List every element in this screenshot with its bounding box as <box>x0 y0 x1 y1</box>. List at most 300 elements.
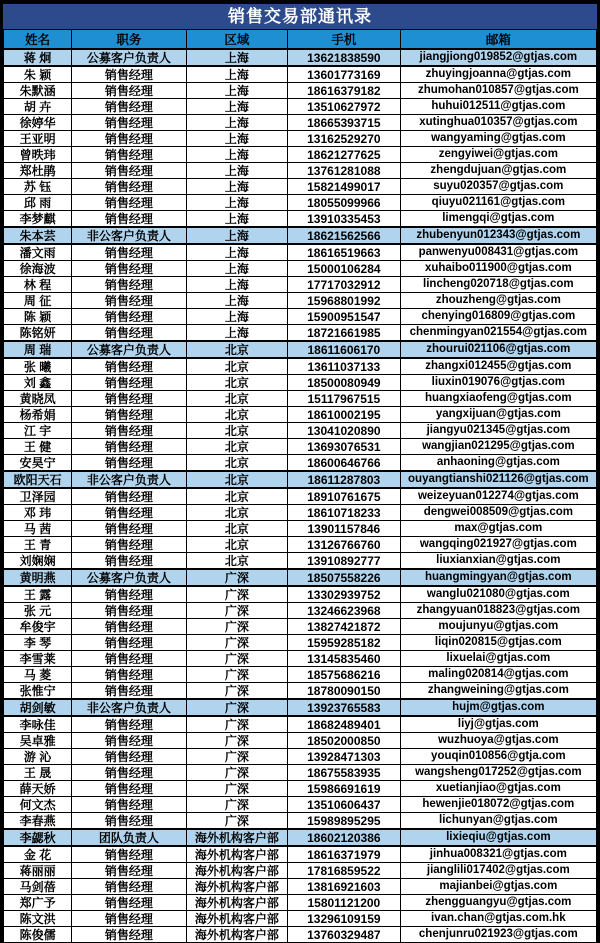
table-row <box>4 521 597 537</box>
cell-phone: 13126766760 <box>288 537 401 553</box>
cell-role: 销售经理 <box>72 83 186 99</box>
cell-region: 北京 <box>186 553 287 570</box>
table-row <box>4 99 597 115</box>
cell-phone: 18500080949 <box>288 375 401 391</box>
cell-email: lincheng020718@gtjas.com <box>400 277 596 293</box>
cell-role: 销售经理 <box>72 911 186 927</box>
cell-name: 李春燕 <box>4 813 72 830</box>
cell-email: xuetianjiao@gtjas.com <box>400 781 596 797</box>
cell-region: 上海 <box>186 309 287 325</box>
cell-phone: 18780090150 <box>288 683 401 700</box>
cell-name: 郑广予 <box>4 895 72 911</box>
cell-name: 安昊宁 <box>4 455 72 472</box>
cell-name: 朱本芸 <box>4 227 72 244</box>
cell-phone: 13246623968 <box>288 603 401 619</box>
cell-name: 杨希娟 <box>4 407 72 423</box>
cell-email: chenying016809@gtjas.com <box>400 309 596 325</box>
cell-region: 上海 <box>186 163 287 179</box>
table-row <box>4 375 597 391</box>
cell-phone: 13923765583 <box>288 699 401 716</box>
cell-email: maling020814@gtjas.com <box>400 667 596 683</box>
table-row <box>4 309 597 325</box>
cell-role: 销售经理 <box>72 765 186 781</box>
cell-role: 销售经理 <box>72 716 186 733</box>
cell-name: 游 沁 <box>4 749 72 765</box>
cell-email: wangqing021927@gtjas.com <box>400 537 596 553</box>
cell-name: 金 花 <box>4 846 72 863</box>
column-header-role: 职务 <box>72 30 186 50</box>
table-row <box>4 813 597 830</box>
cell-role: 销售经理 <box>72 846 186 863</box>
cell-name: 邱 雨 <box>4 195 72 211</box>
cell-email: huhui012511@gtjas.com <box>400 99 596 115</box>
cell-phone: 18665393715 <box>288 115 401 131</box>
cell-region: 上海 <box>186 131 287 147</box>
cell-role: 非公客户负责人 <box>72 227 186 244</box>
cell-name: 张惟宁 <box>4 683 72 700</box>
cell-role: 团队负责人 <box>72 829 186 846</box>
cell-email: yangxijuan@gtjas.com <box>400 407 596 423</box>
table-row <box>4 391 597 407</box>
cell-name: 黄明燕 <box>4 569 72 586</box>
table-row <box>4 537 597 553</box>
cell-email: wuzhuoya@gtjas.com <box>400 733 596 749</box>
cell-region: 海外机构客户部 <box>186 863 287 879</box>
cell-phone: 18910761675 <box>288 488 401 505</box>
cell-phone: 13611037133 <box>288 358 401 375</box>
cell-email: zhangweining@gtjas.com <box>400 683 596 700</box>
cell-name: 苏 钰 <box>4 179 72 195</box>
table-row <box>4 749 597 765</box>
cell-name: 胡 卉 <box>4 99 72 115</box>
cell-name: 王 青 <box>4 537 72 553</box>
cell-name: 卫泽园 <box>4 488 72 505</box>
cell-role: 销售经理 <box>72 586 186 603</box>
table-row <box>4 325 597 342</box>
cell-email: ouyangtianshi021126@gtjas.com <box>400 471 596 488</box>
cell-role: 公募客户负责人 <box>72 49 186 66</box>
cell-phone: 18602120386 <box>288 829 401 846</box>
cell-email: youqin010856@gtja.com <box>400 749 596 765</box>
cell-role: 销售经理 <box>72 66 186 83</box>
cell-region: 上海 <box>186 227 287 244</box>
table-row <box>4 471 597 488</box>
table-row <box>4 765 597 781</box>
table-row <box>4 797 597 813</box>
table-row <box>4 667 597 683</box>
cell-region: 广深 <box>186 586 287 603</box>
cell-phone: 18675583935 <box>288 765 401 781</box>
cell-name: 牟俊宇 <box>4 619 72 635</box>
cell-email: weizeyuan012274@gtjas.com <box>400 488 596 505</box>
cell-role: 销售经理 <box>72 131 186 147</box>
cell-region: 北京 <box>186 521 287 537</box>
cell-region: 海外机构客户部 <box>186 911 287 927</box>
cell-phone: 13302939752 <box>288 586 401 603</box>
cell-role: 销售经理 <box>72 261 186 277</box>
cell-region: 上海 <box>186 293 287 309</box>
cell-email: zhubenyun012343@gtjas.com <box>400 227 596 244</box>
cell-role: 销售经理 <box>72 619 186 635</box>
cell-role: 销售经理 <box>72 895 186 911</box>
cell-role: 销售经理 <box>72 927 186 943</box>
cell-region: 广深 <box>186 797 287 813</box>
cell-email: jiangyu021345@gtjas.com <box>400 423 596 439</box>
cell-email: zhangyuan018823@gtjas.com <box>400 603 596 619</box>
cell-role: 销售经理 <box>72 863 186 879</box>
cell-name: 马 菱 <box>4 667 72 683</box>
cell-role: 销售经理 <box>72 603 186 619</box>
cell-name: 欧阳天石 <box>4 471 72 488</box>
cell-phone: 17717032912 <box>288 277 401 293</box>
table-row <box>4 147 597 163</box>
cell-region: 上海 <box>186 66 287 83</box>
cell-phone: 18575686216 <box>288 667 401 683</box>
cell-role: 非公客户负责人 <box>72 471 186 488</box>
cell-region: 广深 <box>186 569 287 586</box>
cell-email: jianglili017402@gtjas.com <box>400 863 596 879</box>
table-row <box>4 699 597 716</box>
table-row <box>4 66 597 83</box>
table-header <box>4 30 597 50</box>
cell-phone: 13693076531 <box>288 439 401 455</box>
cell-email: xutinghua010357@gtjas.com <box>400 115 596 131</box>
cell-role: 公募客户负责人 <box>72 569 186 586</box>
cell-name: 薛天娇 <box>4 781 72 797</box>
cell-phone: 13621838590 <box>288 49 401 66</box>
cell-role: 销售经理 <box>72 667 186 683</box>
cell-phone: 18611606170 <box>288 341 401 358</box>
column-header-region: 区域 <box>186 30 287 50</box>
contact-table-body <box>4 49 597 943</box>
cell-phone: 18616371979 <box>288 846 401 863</box>
cell-role: 销售经理 <box>72 195 186 211</box>
cell-phone: 13510606437 <box>288 797 401 813</box>
table-row <box>4 733 597 749</box>
cell-phone: 18507558226 <box>288 569 401 586</box>
table-row <box>4 115 597 131</box>
cell-name: 陈俊儒 <box>4 927 72 943</box>
cell-role: 公募客户负责人 <box>72 341 186 358</box>
table-row <box>4 829 597 846</box>
cell-email: wanglu021080@gtjas.com <box>400 586 596 603</box>
cell-region: 北京 <box>186 423 287 439</box>
cell-role: 销售经理 <box>72 309 186 325</box>
cell-region: 上海 <box>186 244 287 261</box>
cell-role: 非公客户负责人 <box>72 699 186 716</box>
cell-email: chenjunru021923@gtjas.com <box>400 927 596 943</box>
cell-phone: 13910335453 <box>288 211 401 228</box>
cell-region: 广深 <box>186 733 287 749</box>
cell-role: 销售经理 <box>72 521 186 537</box>
cell-email: huangxiaofeng@gtjas.com <box>400 391 596 407</box>
cell-phone: 13827421872 <box>288 619 401 635</box>
cell-name: 李雪莱 <box>4 651 72 667</box>
column-header-name: 姓名 <box>4 30 72 50</box>
cell-email: majianbei@gtjas.com <box>400 879 596 895</box>
cell-role: 销售经理 <box>72 879 186 895</box>
cell-email: zhuyingjoanna@gtjas.com <box>400 66 596 83</box>
table-row <box>4 83 597 99</box>
cell-name: 徐海波 <box>4 261 72 277</box>
cell-phone: 15989895295 <box>288 813 401 830</box>
cell-role: 销售经理 <box>72 423 186 439</box>
header-row <box>4 30 597 50</box>
cell-phone: 17816859522 <box>288 863 401 879</box>
cell-phone: 13901157846 <box>288 521 401 537</box>
cell-email: anhaoning@gtjas.com <box>400 455 596 472</box>
cell-phone: 18616379182 <box>288 83 401 99</box>
cell-phone: 15821499017 <box>288 179 401 195</box>
cell-phone: 13761281088 <box>288 163 401 179</box>
cell-region: 北京 <box>186 471 287 488</box>
cell-region: 海外机构客户部 <box>186 846 287 863</box>
cell-role: 销售经理 <box>72 277 186 293</box>
cell-role: 销售经理 <box>72 325 186 342</box>
cell-phone: 18600646766 <box>288 455 401 472</box>
cell-phone: 13928471303 <box>288 749 401 765</box>
cell-name: 周 征 <box>4 293 72 309</box>
cell-region: 上海 <box>186 325 287 342</box>
cell-role: 销售经理 <box>72 505 186 521</box>
table-row <box>4 879 597 895</box>
cell-region: 广深 <box>186 619 287 635</box>
cell-phone: 15000106284 <box>288 261 401 277</box>
cell-phone: 18682489401 <box>288 716 401 733</box>
cell-region: 上海 <box>186 195 287 211</box>
cell-role: 销售经理 <box>72 537 186 553</box>
cell-region: 上海 <box>186 99 287 115</box>
cell-email: wangjian021295@gtjas.com <box>400 439 596 455</box>
cell-region: 广深 <box>186 749 287 765</box>
cell-region: 广深 <box>186 635 287 651</box>
table-row <box>4 49 597 66</box>
table-row <box>4 131 597 147</box>
page-title: 销售交易部通讯录 <box>3 4 597 29</box>
cell-role: 销售经理 <box>72 391 186 407</box>
cell-name: 王 健 <box>4 439 72 455</box>
cell-name: 马剑蓓 <box>4 879 72 895</box>
cell-email: suyu020357@gtjas.com <box>400 179 596 195</box>
cell-name: 江 宇 <box>4 423 72 439</box>
cell-region: 北京 <box>186 537 287 553</box>
table-row <box>4 211 597 228</box>
cell-role: 销售经理 <box>72 813 186 830</box>
cell-email: hewenjie018072@gtjas.com <box>400 797 596 813</box>
cell-region: 海外机构客户部 <box>186 829 287 846</box>
cell-email: lixieqiu@gtjas.com <box>400 829 596 846</box>
cell-phone: 13760329487 <box>288 927 401 943</box>
cell-region: 上海 <box>186 261 287 277</box>
table-row <box>4 586 597 603</box>
cell-role: 销售经理 <box>72 797 186 813</box>
cell-role: 销售经理 <box>72 179 186 195</box>
table-row <box>4 911 597 927</box>
cell-phone: 15900951547 <box>288 309 401 325</box>
cell-region: 上海 <box>186 277 287 293</box>
cell-region: 北京 <box>186 358 287 375</box>
cell-phone: 15986691619 <box>288 781 401 797</box>
cell-region: 北京 <box>186 375 287 391</box>
table-row <box>4 227 597 244</box>
cell-role: 销售经理 <box>72 115 186 131</box>
cell-region: 北京 <box>186 455 287 472</box>
cell-region: 北京 <box>186 505 287 521</box>
cell-phone: 15968801992 <box>288 293 401 309</box>
cell-email: liqin020815@gtjas.com <box>400 635 596 651</box>
table-row <box>4 846 597 863</box>
cell-region: 广深 <box>186 716 287 733</box>
cell-role: 销售经理 <box>72 488 186 505</box>
cell-region: 海外机构客户部 <box>186 927 287 943</box>
cell-name: 邓 玮 <box>4 505 72 521</box>
cell-region: 海外机构客户部 <box>186 879 287 895</box>
cell-email: lichunyan@gtjas.com <box>400 813 596 830</box>
cell-role: 销售经理 <box>72 358 186 375</box>
cell-email: wangyaming@gtjas.com <box>400 131 596 147</box>
cell-region: 广深 <box>186 603 287 619</box>
cell-email: jinhua008321@gtjas.com <box>400 846 596 863</box>
table-row <box>4 195 597 211</box>
table-row <box>4 293 597 309</box>
cell-role: 销售经理 <box>72 781 186 797</box>
cell-email: xuhaibo011900@gtjas.com <box>400 261 596 277</box>
table-row <box>4 407 597 423</box>
cell-email: ivan.chan@gtjas.com.hk <box>400 911 596 927</box>
cell-phone: 13910892777 <box>288 553 401 570</box>
cell-region: 北京 <box>186 488 287 505</box>
cell-email: limengqi@gtjas.com <box>400 211 596 228</box>
table-row <box>4 619 597 635</box>
table-row <box>4 603 597 619</box>
table-row <box>4 553 597 570</box>
cell-region: 海外机构客户部 <box>186 895 287 911</box>
cell-phone: 15117967515 <box>288 391 401 407</box>
table-row <box>4 358 597 375</box>
cell-name: 吴卓雅 <box>4 733 72 749</box>
cell-role: 销售经理 <box>72 651 186 667</box>
column-header-phone: 手机 <box>288 30 401 50</box>
cell-role: 销售经理 <box>72 293 186 309</box>
cell-role: 销售经理 <box>72 553 186 570</box>
cell-region: 北京 <box>186 391 287 407</box>
cell-region: 广深 <box>186 667 287 683</box>
table-row <box>4 244 597 261</box>
cell-email: panwenyu008431@gtjas.com <box>400 244 596 261</box>
cell-phone: 18055099966 <box>288 195 401 211</box>
cell-name: 马 茜 <box>4 521 72 537</box>
cell-email: liyj@gtjas.com <box>400 716 596 733</box>
cell-phone: 18611287803 <box>288 471 401 488</box>
cell-phone: 18610718233 <box>288 505 401 521</box>
cell-name: 黄晓凤 <box>4 391 72 407</box>
cell-role: 销售经理 <box>72 635 186 651</box>
cell-name: 林 程 <box>4 277 72 293</box>
column-header-email: 邮箱 <box>400 30 596 50</box>
table-row <box>4 455 597 472</box>
cell-role: 销售经理 <box>72 407 186 423</box>
cell-name: 张 元 <box>4 603 72 619</box>
cell-email: max@gtjas.com <box>400 521 596 537</box>
cell-phone: 13601773169 <box>288 66 401 83</box>
cell-phone: 18616519663 <box>288 244 401 261</box>
cell-phone: 18721661985 <box>288 325 401 342</box>
cell-email: zhengguangyu@gtjas.com <box>400 895 596 911</box>
cell-email: zhourui021106@gtjas.com <box>400 341 596 358</box>
cell-email: huangmingyan@gtjas.com <box>400 569 596 586</box>
table-row <box>4 569 597 586</box>
cell-email: moujunyu@gtjas.com <box>400 619 596 635</box>
cell-role: 销售经理 <box>72 733 186 749</box>
cell-region: 上海 <box>186 179 287 195</box>
cell-name: 郑杜鹃 <box>4 163 72 179</box>
cell-email: zhumohan010857@gtjas.com <box>400 83 596 99</box>
cell-region: 上海 <box>186 211 287 228</box>
cell-name: 李勰秋 <box>4 829 72 846</box>
cell-phone: 18621562566 <box>288 227 401 244</box>
table-row <box>4 488 597 505</box>
cell-role: 销售经理 <box>72 375 186 391</box>
cell-email: zengyiwei@gtjas.com <box>400 147 596 163</box>
table-row <box>4 716 597 733</box>
cell-name: 朱 颖 <box>4 66 72 83</box>
cell-phone: 13816921603 <box>288 879 401 895</box>
cell-email: wangsheng017252@gtjas.com <box>400 765 596 781</box>
cell-region: 上海 <box>186 115 287 131</box>
cell-name: 刘 鑫 <box>4 375 72 391</box>
cell-region: 上海 <box>186 49 287 66</box>
cell-phone: 13510627972 <box>288 99 401 115</box>
table-row <box>4 651 597 667</box>
table-row <box>4 927 597 943</box>
cell-phone: 15801121200 <box>288 895 401 911</box>
cell-email: zhengdujuan@gtjas.com <box>400 163 596 179</box>
cell-region: 北京 <box>186 341 287 358</box>
cell-phone: 18502000850 <box>288 733 401 749</box>
cell-region: 广深 <box>186 781 287 797</box>
cell-email: zhouzheng@gtjas.com <box>400 293 596 309</box>
cell-name: 王亚明 <box>4 131 72 147</box>
cell-name: 曾昳玮 <box>4 147 72 163</box>
cell-role: 销售经理 <box>72 683 186 700</box>
table-row <box>4 277 597 293</box>
table-row <box>4 439 597 455</box>
cell-region: 北京 <box>186 439 287 455</box>
table-row <box>4 863 597 879</box>
table-row <box>4 423 597 439</box>
cell-phone: 15959285182 <box>288 635 401 651</box>
table-row <box>4 635 597 651</box>
cell-name: 李咏佳 <box>4 716 72 733</box>
cell-role: 销售经理 <box>72 163 186 179</box>
cell-name: 蒋丽丽 <box>4 863 72 879</box>
cell-phone: 18621277625 <box>288 147 401 163</box>
cell-region: 北京 <box>186 407 287 423</box>
table-row <box>4 163 597 179</box>
cell-region: 上海 <box>186 147 287 163</box>
table-row <box>4 179 597 195</box>
cell-email: lixuelai@gtjas.com <box>400 651 596 667</box>
cell-role: 销售经理 <box>72 455 186 472</box>
cell-phone: 13162529270 <box>288 131 401 147</box>
cell-role: 销售经理 <box>72 211 186 228</box>
cell-name: 李 琴 <box>4 635 72 651</box>
cell-email: chenmingyan021554@gtjas.com <box>400 325 596 342</box>
contact-table <box>3 29 597 943</box>
cell-role: 销售经理 <box>72 439 186 455</box>
cell-role: 销售经理 <box>72 99 186 115</box>
cell-phone: 13145835460 <box>288 651 401 667</box>
